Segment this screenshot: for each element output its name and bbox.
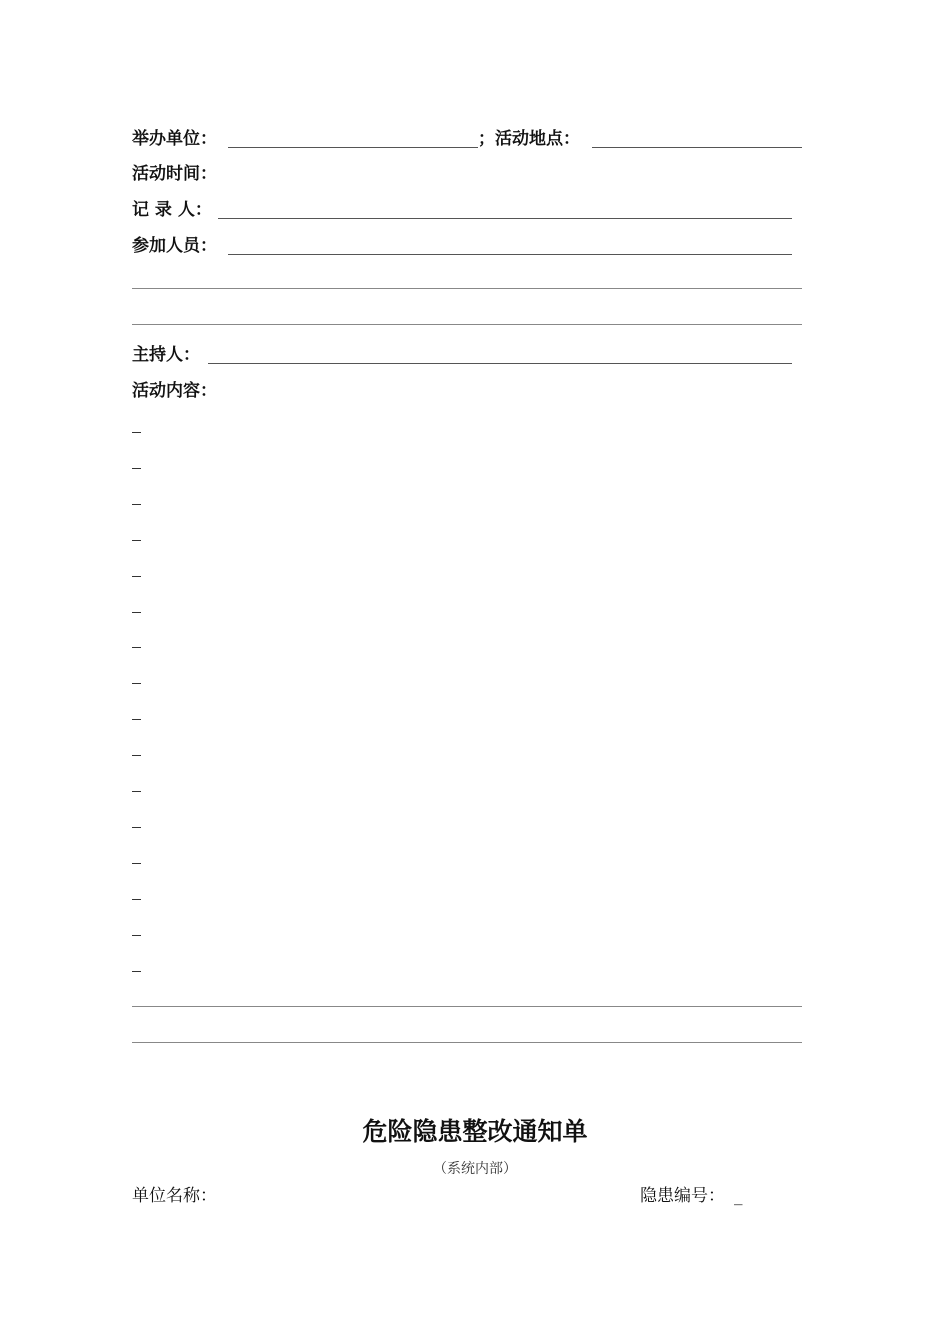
participants-blank[interactable] bbox=[228, 254, 792, 255]
content-bottom-line-2[interactable] bbox=[132, 1042, 802, 1043]
content-line-dash[interactable] bbox=[132, 755, 141, 756]
organizer-blank[interactable] bbox=[228, 147, 478, 148]
recorder-blank[interactable] bbox=[218, 218, 792, 219]
content-line-dash[interactable] bbox=[132, 935, 141, 936]
host-label: 主持人： bbox=[132, 345, 200, 365]
participants-extra-line-2[interactable] bbox=[132, 324, 802, 325]
hazard-no-blank[interactable]: _ bbox=[734, 1186, 743, 1206]
content-line-dash[interactable] bbox=[132, 827, 141, 828]
location-label: ；活动地点： bbox=[478, 129, 580, 149]
organizer-label: 举办单位： bbox=[132, 129, 217, 149]
content-line-dash[interactable] bbox=[132, 899, 141, 900]
content-line-dash[interactable] bbox=[132, 863, 141, 864]
content-line-dash[interactable] bbox=[132, 719, 141, 720]
content-line-dash[interactable] bbox=[132, 971, 141, 972]
unit-name-label: 单位名称： bbox=[132, 1186, 217, 1206]
content-line-dash[interactable] bbox=[132, 576, 141, 577]
content-line-dash[interactable] bbox=[132, 647, 141, 648]
host-blank[interactable] bbox=[208, 363, 792, 364]
hazard-no-label: 隐患编号： bbox=[640, 1186, 725, 1206]
content-line-dash[interactable] bbox=[132, 683, 141, 684]
content-line-dash[interactable] bbox=[132, 504, 141, 505]
location-blank[interactable] bbox=[592, 147, 802, 148]
content-line-dash[interactable] bbox=[132, 432, 141, 433]
content-label: 活动内容： bbox=[132, 381, 217, 401]
content-bottom-line-1[interactable] bbox=[132, 1006, 802, 1007]
participants-extra-line-1[interactable] bbox=[132, 288, 802, 289]
participants-label: 参加人员： bbox=[132, 236, 217, 256]
content-line-dash[interactable] bbox=[132, 540, 141, 541]
content-line-dash[interactable] bbox=[132, 468, 141, 469]
recorder-label: 记 录 人： bbox=[132, 200, 212, 220]
notice-title: 危险隐患整改通知单 bbox=[362, 1117, 588, 1146]
content-line-dash[interactable] bbox=[132, 612, 141, 613]
notice-subtitle: （系统内部） bbox=[433, 1161, 517, 1177]
time-label: 活动时间： bbox=[132, 164, 217, 184]
content-line-dash[interactable] bbox=[132, 791, 141, 792]
